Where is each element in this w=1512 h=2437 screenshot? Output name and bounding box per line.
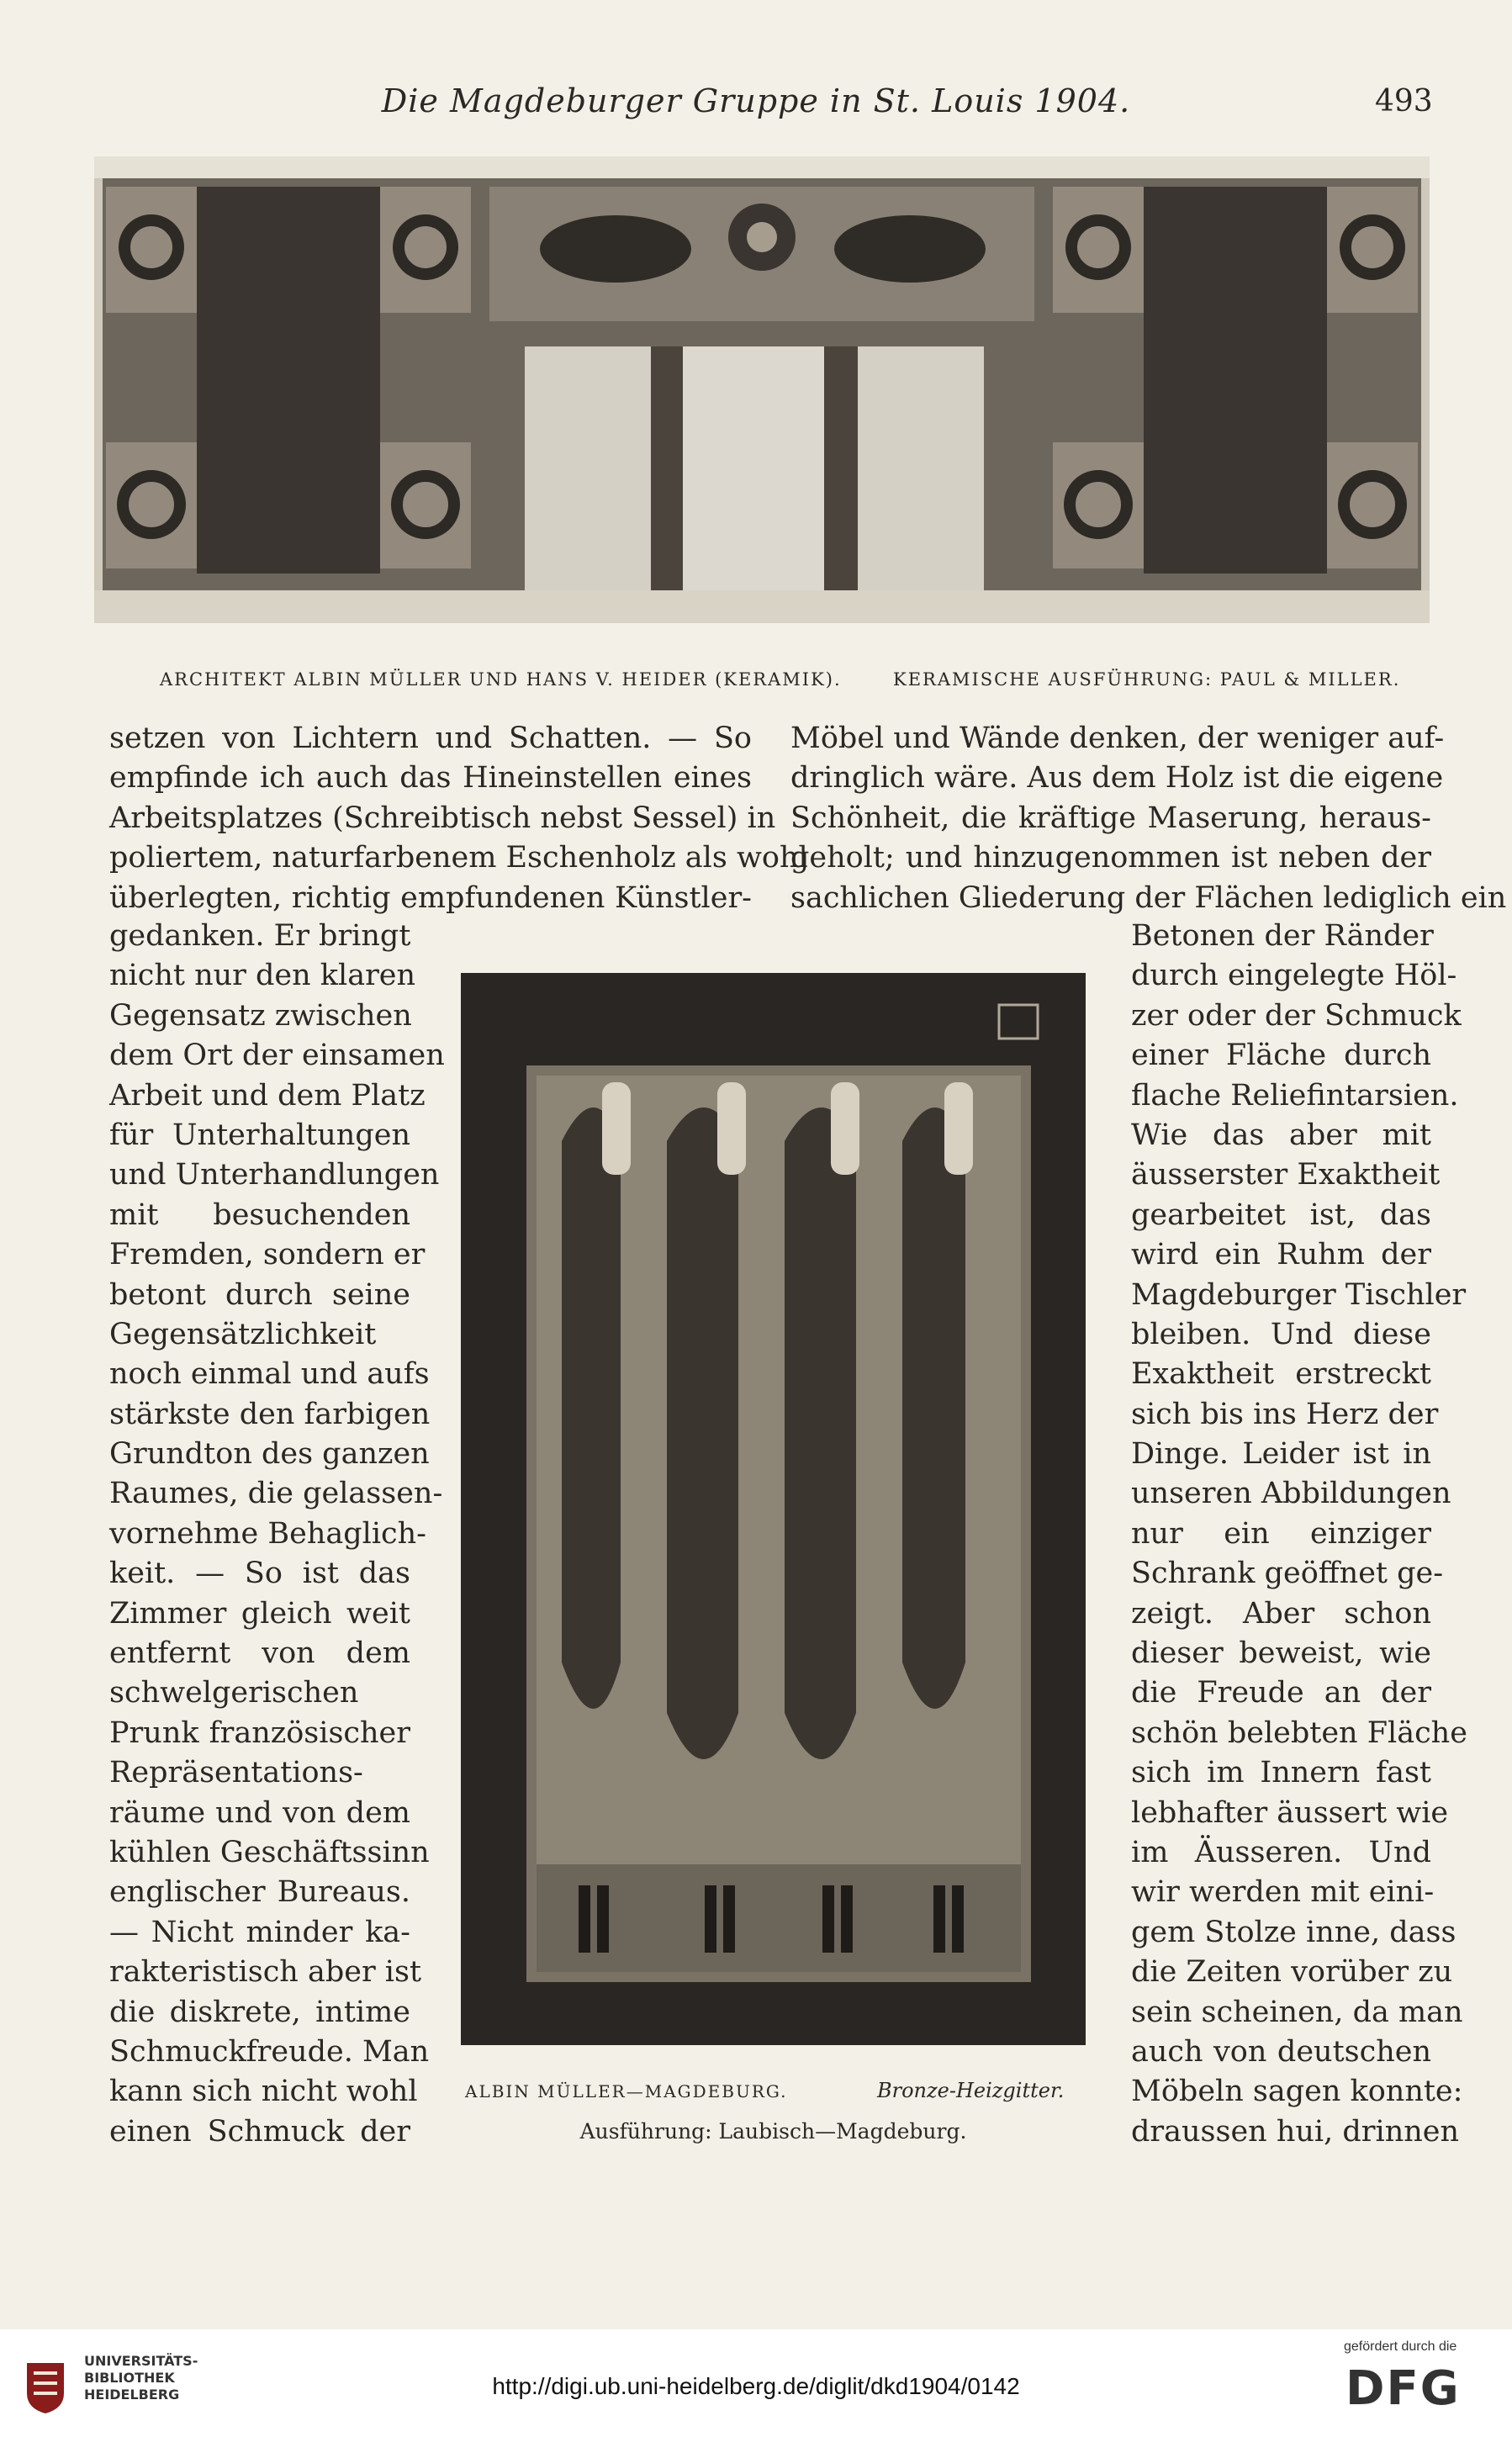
heater-caption-title: Bronze-Heizgitter. xyxy=(877,2079,1065,2102)
text-line: die diskrete, intime xyxy=(109,1995,410,2029)
text-line: durch eingelegte Höl- xyxy=(1131,959,1457,993)
text-line: räume und von dem xyxy=(109,1795,410,1830)
text-line: gem Stolze inne, dass xyxy=(1131,1915,1456,1949)
text-line: sachlichen Gliederung der Flächen lediglich ein xyxy=(790,880,1507,915)
text-line: zeigt. Aber schon xyxy=(1131,1596,1431,1631)
text-line: setzen von Lichtern und Schatten. — So xyxy=(109,722,752,755)
text-line: schwelgerischen xyxy=(109,1676,359,1710)
text-line: betont durch seine xyxy=(109,1277,410,1312)
page-number: 493 xyxy=(1375,84,1433,119)
text-line: nur ein einziger xyxy=(1131,1516,1431,1551)
library-line: HEIDELBERG xyxy=(84,2387,180,2403)
funding-note: gefördert durch die xyxy=(1344,2339,1457,2354)
text-line: Repräsentations- xyxy=(109,1756,363,1790)
text-line: wir werden mit eini- xyxy=(1131,1875,1435,1910)
body-left-full xyxy=(109,719,808,918)
text-line: keit. — So ist das xyxy=(109,1557,410,1591)
text-line: im Äusseren. Und xyxy=(1131,1835,1431,1869)
text-line: Raumes, die gelassen- xyxy=(109,1477,443,1511)
library-line: UNIVERSITÄTS- xyxy=(84,2353,198,2369)
heater-caption-author: ALBIN MÜLLER—MAGDEBURG. xyxy=(465,2081,788,2101)
text-line: einer Fläche durch xyxy=(1131,1039,1431,1073)
text-line: die Freude an der xyxy=(1131,1676,1431,1710)
text-line: wird ein Ruhm der xyxy=(1131,1238,1431,1272)
text-line: Exaktheit erstreckt xyxy=(1131,1357,1431,1392)
text-line: Schönheit, die kräftige Maserung, heraus- xyxy=(790,801,1431,835)
text-line: Grundton des ganzen xyxy=(109,1437,430,1472)
text-line: unseren Abbildungen xyxy=(1131,1477,1451,1511)
text-line: gedanken. Er bringt xyxy=(109,919,411,953)
figure-caption-right: KERAMISCHE AUSFÜHRUNG: PAUL & MILLER. xyxy=(893,669,1401,690)
body-left-narrow xyxy=(109,917,445,2152)
text-line: englischer Bureaus. xyxy=(109,1875,410,1910)
body-right-narrow xyxy=(1131,917,1467,2152)
text-line: noch einmal und aufs xyxy=(109,1357,430,1392)
bronze-grille-photo xyxy=(461,973,1086,2045)
text-line: dieser beweist, wie xyxy=(1131,1636,1431,1671)
text-line: mit besuchenden xyxy=(109,1197,410,1232)
text-line: Betonen der Ränder xyxy=(1131,919,1434,953)
text-line: sich bis ins Herz der xyxy=(1131,1397,1439,1431)
text-line: Prunk französischer xyxy=(109,1715,410,1750)
text-line: Magdeburger Tischler xyxy=(1131,1277,1467,1312)
text-line: einen Schmuck der xyxy=(109,2114,410,2149)
text-line: Möbeln sagen konnte: xyxy=(1131,2075,1463,2109)
text-line: äusserster Exaktheit xyxy=(1131,1158,1441,1192)
ceramic-panel-photo xyxy=(94,156,1430,623)
text-line: vornehme Behaglich- xyxy=(109,1516,427,1551)
text-line: — Nicht minder ka- xyxy=(109,1915,410,1949)
text-line: auch von deutschen xyxy=(1131,2034,1431,2069)
text-line: empfinde ich auch das Hineinstellen eines xyxy=(109,761,752,796)
text-line: Gegensätzlichkeit xyxy=(109,1317,377,1351)
text-line: Arbeit und dem Platz xyxy=(109,1078,426,1113)
text-line: stärkste den farbigen xyxy=(109,1397,431,1431)
text-line: entfernt von dem xyxy=(109,1636,410,1671)
text-line: nicht nur den klaren xyxy=(109,959,416,993)
library-line: BIBLIOTHEK xyxy=(84,2370,175,2386)
text-line: dringlich wäre. Aus dem Holz ist die eigene xyxy=(790,761,1444,796)
text-line: überlegten, richtig empfundenen Künstler- xyxy=(109,880,752,915)
text-line: die Zeiten vorüber zu xyxy=(1131,1955,1453,1990)
text-line: für Unterhaltungen xyxy=(109,1118,410,1152)
text-line: Schmuckfreude. Man xyxy=(109,2034,430,2069)
text-line: Wie das aber mit xyxy=(1131,1118,1431,1152)
text-line: Möbel und Wände denken, der weniger auf- xyxy=(790,722,1445,755)
text-line: gearbeitet ist, das xyxy=(1131,1197,1431,1232)
text-line: sich im Innern fast xyxy=(1131,1756,1431,1790)
text-line: Arbeitsplatzes (Schreibtisch nebst Sessel) in xyxy=(109,801,776,835)
text-line: flache Reliefintarsien. xyxy=(1131,1078,1459,1113)
text-line: dem Ort der einsamen xyxy=(109,1039,445,1073)
text-line: Schrank geöffnet ge- xyxy=(1131,1557,1444,1591)
text-line: poliertem, naturfarbenem Eschenholz als wohl xyxy=(109,841,808,875)
text-line: kühlen Geschäftssinn xyxy=(109,1835,430,1869)
source-url-link[interactable]: http://digi.ub.uni-heidelberg.de/diglit/dkd1904/0142 xyxy=(492,2373,1020,2399)
text-line: zer oder der Schmuck xyxy=(1131,998,1462,1033)
text-line: rakteristisch aber ist xyxy=(109,1955,422,1990)
text-line: Dinge. Leider ist in xyxy=(1131,1437,1431,1472)
text-line: Fremden, sondern er xyxy=(109,1238,426,1272)
text-line: Zimmer gleich weit xyxy=(109,1596,410,1631)
figure-caption-left: ARCHITEKT ALBIN MÜLLER UND HANS V. HEIDER (KERAMIK). xyxy=(160,669,842,690)
dfg-logo: DFG xyxy=(1345,2361,1461,2416)
text-line: sein scheinen, da man xyxy=(1131,1995,1463,2029)
text-line: kann sich nicht wohl xyxy=(109,2075,418,2109)
text-line: Gegensatz zwischen xyxy=(109,998,412,1033)
running-head: Die Magdeburger Gruppe in St. Louis 1904. xyxy=(381,82,1131,119)
heater-caption-execution: Ausführung: Laubisch—Magdeburg. xyxy=(579,2119,967,2144)
text-line: und Unterhandlungen xyxy=(109,1158,440,1192)
text-line: draussen hui, drinnen xyxy=(1131,2114,1460,2149)
body-right-full xyxy=(790,719,1507,918)
text-line: geholt; und hinzugenommen ist neben der xyxy=(790,841,1431,875)
text-line: schön belebten Fläche xyxy=(1131,1715,1467,1750)
text-line: bleiben. Und diese xyxy=(1131,1317,1431,1351)
text-line: lebhafter äussert wie xyxy=(1131,1795,1449,1830)
